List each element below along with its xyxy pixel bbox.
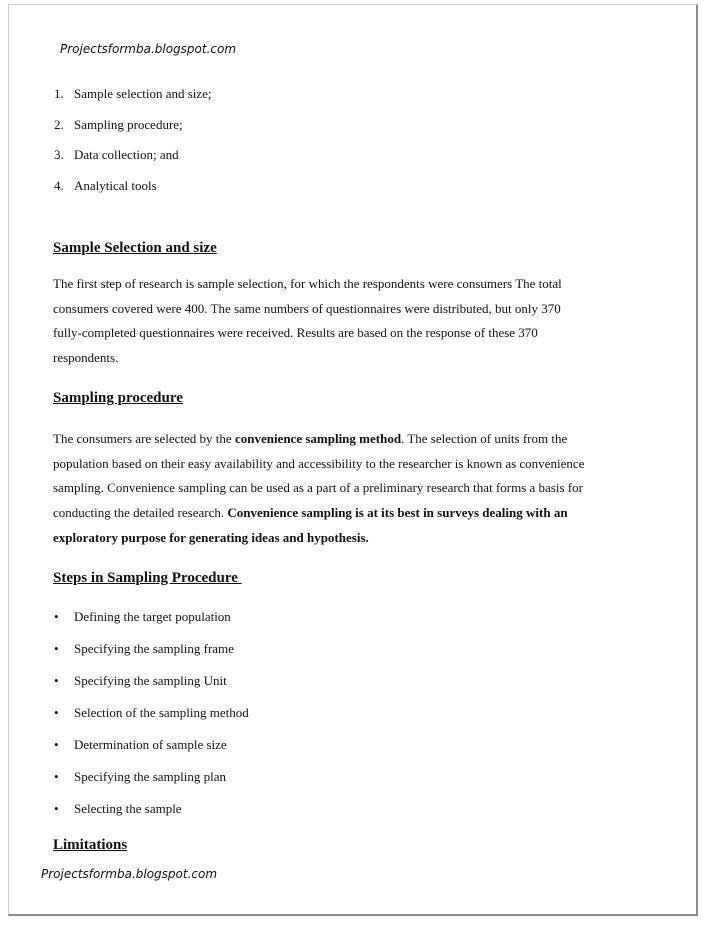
text-run: The consumers are selected by the bbox=[53, 431, 235, 446]
list-number: 1. bbox=[54, 86, 64, 101]
list-text: Specifying the sampling frame bbox=[74, 641, 234, 656]
list-text: Selection of the sampling method bbox=[74, 705, 249, 720]
list-number: 2. bbox=[54, 116, 64, 132]
list-text: Sample selection and size; bbox=[74, 86, 212, 101]
bullet-icon: • bbox=[54, 641, 59, 656]
paragraph-line bbox=[53, 526, 693, 551]
list-text: Specifying the sampling Unit bbox=[74, 673, 227, 688]
list-text: Sampling procedure; bbox=[74, 116, 183, 132]
bullet-icon: • bbox=[54, 801, 59, 816]
bullet-icon: • bbox=[54, 673, 59, 688]
list-item bbox=[54, 705, 249, 737]
list-item bbox=[54, 737, 249, 769]
bullet-icon: • bbox=[54, 705, 59, 720]
list-text: Defining the target population bbox=[74, 609, 231, 624]
sampling-procedure-paragraph bbox=[53, 427, 693, 551]
paragraph-line: fully-completed questionnaires were received. Results are based on the response of these 370 bbox=[53, 325, 538, 341]
paragraph-line: The first step of research is sample selection, for which the respondents were consumers The total bbox=[53, 276, 562, 291]
header-site-link: Projectsformba.blogspot.com bbox=[60, 42, 237, 56]
bullet-icon: • bbox=[54, 737, 59, 752]
list-item bbox=[54, 117, 212, 148]
bold-text: Convenience sampling is at its best in surveys dealing with an bbox=[227, 505, 568, 521]
list-number: 3. bbox=[54, 147, 64, 162]
paragraph-line bbox=[53, 501, 693, 526]
bold-text: convenience sampling method bbox=[234, 431, 402, 446]
list-item bbox=[54, 178, 212, 209]
paragraph-line: population based on their easy availability and accessibility to the researcher is known as convenience bbox=[53, 455, 585, 471]
list-item bbox=[54, 609, 249, 641]
bullet-icon: • bbox=[54, 609, 59, 624]
sampling-procedure-heading: Sampling procedure bbox=[53, 390, 183, 406]
footer-site-link: Projectsformba.blogspot.com bbox=[41, 867, 218, 881]
list-text: Determination of sample size bbox=[74, 737, 227, 752]
sample-selection-heading: Sample Selection and size bbox=[53, 240, 217, 256]
sample-selection-paragraph bbox=[53, 272, 693, 371]
bold-text: exploratory purpose for generating ideas and hypothesis. bbox=[53, 529, 369, 545]
list-item bbox=[54, 147, 212, 178]
list-item bbox=[54, 86, 212, 117]
list-text: Specifying the sampling plan bbox=[74, 769, 227, 784]
text-run: conducting the detailed research. bbox=[53, 505, 228, 521]
intro-numbered-list bbox=[54, 86, 212, 208]
steps-bullet-list bbox=[54, 609, 249, 833]
list-text: Data collection; and bbox=[74, 147, 179, 162]
text-run: . The selection of units from the bbox=[401, 431, 568, 446]
list-text: Selecting the sample bbox=[74, 801, 182, 816]
list-number: 4. bbox=[54, 177, 64, 193]
paragraph-line bbox=[53, 427, 693, 452]
bullet-icon: • bbox=[54, 769, 59, 784]
steps-heading: Steps in Sampling Procedure bbox=[53, 570, 242, 586]
list-item bbox=[54, 641, 249, 673]
paragraph-line: consumers covered were 400. The same numbers of questionnaires were distributed, but only 370 bbox=[53, 300, 561, 316]
list-item bbox=[54, 801, 249, 833]
paragraph-line: respondents. bbox=[53, 350, 119, 366]
limitations-heading: Limitations bbox=[53, 837, 128, 853]
list-item bbox=[54, 673, 249, 705]
paragraph-line: sampling. Convenience sampling can be used as a part of a preliminary research that forms a basis for bbox=[53, 480, 583, 496]
list-item bbox=[54, 769, 249, 801]
list-text: Analytical tools bbox=[74, 177, 157, 193]
